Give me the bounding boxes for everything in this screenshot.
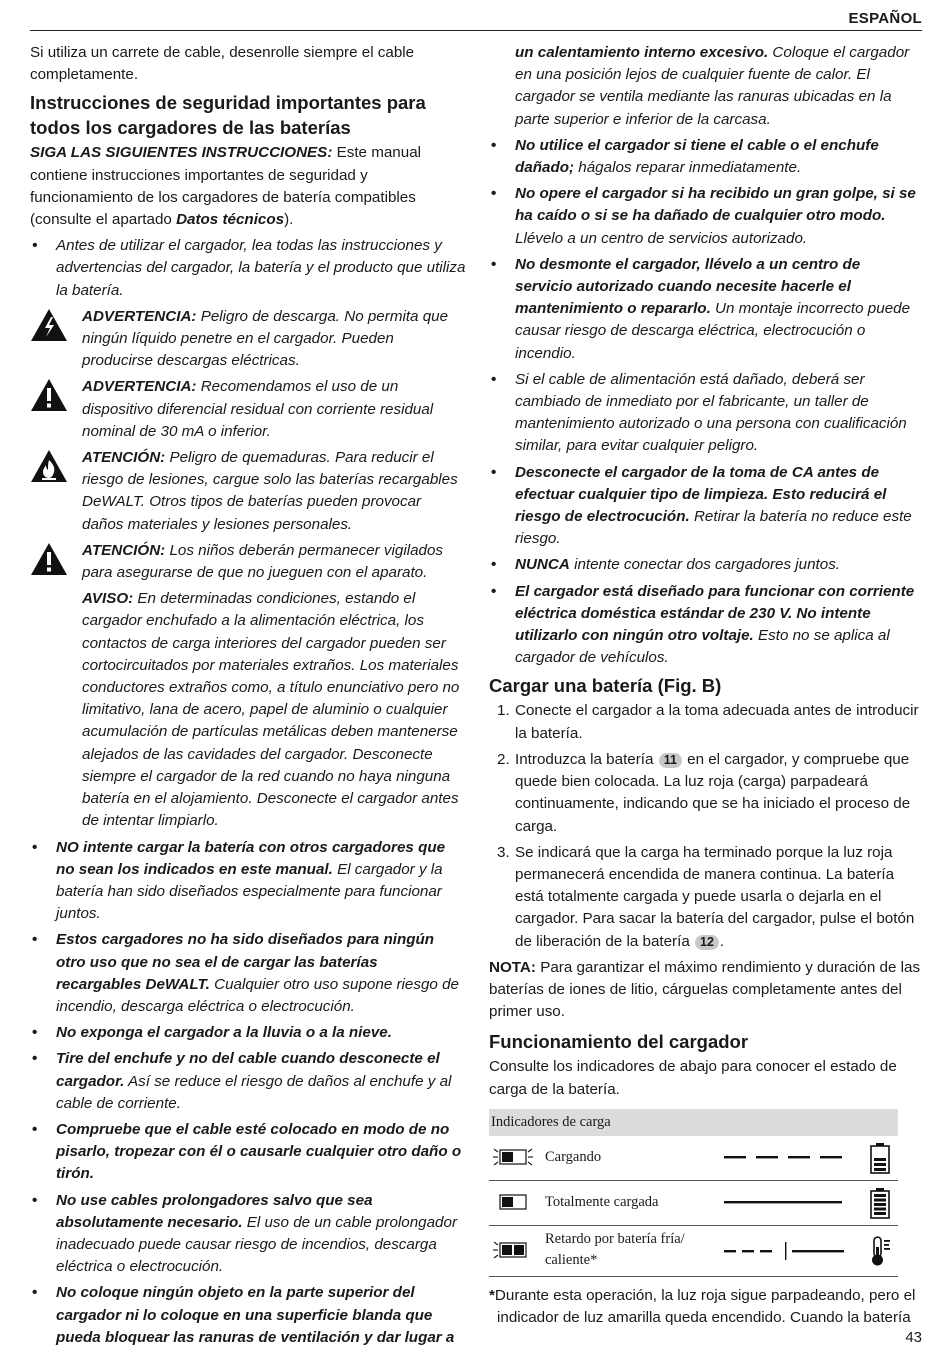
list-item-bold: NO intente cargar la batería con otros cargadores que no sean los indicados en este manual. (56, 838, 446, 878)
list-item-bold: Tire del enchufe y no del cable cuando desconecte el cargador. (56, 1050, 440, 1090)
safety-list-top (30, 235, 466, 302)
caution-text: Peligro de quemaduras. Para reducir el riesgo de lesiones, cargue solo las baterías recargables DeWALT. Otros tipos de baterías pueden provocar daños materiales y lesiones personales. (82, 449, 458, 533)
blinking-signal-icon (719, 1149, 859, 1171)
warning-rcd (30, 376, 466, 443)
list-item-text: intente conectar dos cargadores juntos. (569, 556, 841, 574)
table-row (489, 1181, 898, 1226)
safety-list (30, 837, 466, 1349)
list-item-bold: No use cables prolongadores salvo que sea absolutamente necesario. (56, 1191, 373, 1231)
battery-ref-badge: 11 (659, 753, 682, 768)
list-item-text: Llévelo a un centro de servicios autorizado. (515, 229, 808, 247)
safety-list-right (489, 135, 921, 670)
page-number: 43 (905, 1328, 922, 1346)
header-rule (30, 30, 922, 31)
warning-label: ADVERTENCIA: (82, 378, 197, 396)
delay-signal-icon (719, 1242, 859, 1269)
note-text: Para garantizar el máximo rendimiento y duración de las baterías de iones de litio, cárguelas completamente antes del primer uso. (489, 958, 921, 1021)
table-title: Indicadores de carga (489, 1109, 898, 1136)
list-item (30, 1022, 466, 1044)
battery-charging-icon (869, 1142, 891, 1181)
step-number: 3. (497, 843, 510, 861)
list-item (489, 135, 921, 179)
warning-label: ADVERTENCIA: (82, 307, 197, 325)
list-item-bold: El cargador está diseñado para funcionar con corriente eléctrica doméstica estándar de 230 V. No intente utilizarlo con ningún otro voltaje. (515, 582, 915, 645)
release-button-ref-badge: 12 (695, 935, 719, 950)
charger-operation-text: Consulte los indicadores de abajo para conocer el estado de carga de la batería. (489, 1058, 897, 1098)
thermometer-icon (869, 1235, 895, 1274)
footnote-text: Durante esta operación, la luz roja sigue parpadeando, pero el indicador de luz amarilla queda encendido. Cuando la batería (494, 1286, 916, 1326)
note-label: NOTA: (489, 958, 536, 976)
step-text: en el cargador, y compruebe que quede bien colocada. La luz roja (carga) parpadeará continuamente, indicando que se ha iniciado el proceso de carga. (515, 750, 911, 835)
continued-item (489, 42, 921, 131)
list-item (30, 929, 466, 1018)
exclamation-warning-icon (30, 378, 70, 414)
step-item (489, 700, 921, 744)
status-label: Cargando (545, 1148, 602, 1165)
safety-intro-text: Este manual contiene instrucciones importantes de seguridad y funcionamiento de los cargadores de batería compatibles (consulte el apartado (30, 144, 422, 229)
list-item (30, 1119, 466, 1186)
list-item (489, 554, 921, 576)
step-text: Introduzca la batería (515, 750, 658, 768)
caution-label: ATENCIÓN: (82, 449, 166, 467)
list-item-text: Antes de utilizar el cargador, lea todas las instrucciones y advertencias del cargador, la batería y el producto que utiliza la batería. (56, 237, 466, 299)
list-item (489, 369, 921, 458)
list-item-bold: Estos cargadores no ha sido diseñados para ningún otro uso que no sea el de cargar las baterías recargables DeWALT. (56, 931, 435, 993)
list-item-bold: No coloque ningún objeto en la parte superior del cargador ni lo coloque en una superficie blanda que pueda bloquear las ranuras de ventilación y dar lugar a (56, 1284, 455, 1346)
fire-warning-icon (30, 449, 70, 485)
list-item-text: Esto no se aplica al cargador de vehículos. (515, 627, 890, 667)
status-label: Retardo por batería fría/ caliente* (545, 1230, 685, 1268)
right-column (489, 42, 921, 1333)
language-label: ESPAÑOL (848, 10, 922, 27)
note-paragraph (489, 957, 921, 1024)
list-item-bold: No desmonte el cargador, llévelo a un centro de servicio autorizado cuando necesite hacerle el mantenimiento o repararlo. (515, 255, 861, 318)
warning-text: Recomendamos el uso de un dispositivo diferencial residual con corriente residual nominal de 30 mA o inferior. (82, 378, 434, 440)
safety-intro (30, 142, 466, 231)
warning-shock (30, 306, 466, 373)
step-number: 2. (497, 750, 510, 768)
intro-paragraph: Si utiliza un carrete de cable, desenrolle siempre el cable completamente. (30, 44, 415, 84)
step-item (489, 749, 921, 838)
list-item-bold: No opere el cargador si ha recibido un gran golpe, si se ha caído o si se ha dañado de cualquier otro modo. (515, 185, 916, 225)
follow-instructions-label: SIGA LAS SIGUIENTES INSTRUCCIONES: (30, 144, 333, 162)
list-item-bold: No utilice el cargador si tiene el cable o el enchufe dañado; (515, 136, 879, 177)
warning-burn (30, 447, 466, 536)
technical-data-ref: Datos técnicos (176, 211, 285, 229)
list-item-text: El uso de un cable prolongador inadecuado puede causar riesgo de incendios, descarga eléctrica o electrocución. (56, 1213, 458, 1276)
steady-signal-icon (719, 1194, 859, 1216)
notice-label: AVISO: (82, 590, 134, 608)
list-item-bold: Compruebe que el cable esté colocado en modo de no pisarlo, tropezar con él o causarle cualquier otro daño o tirón. (56, 1120, 462, 1183)
list-item (489, 581, 921, 670)
blinking-led-icon (491, 1144, 535, 1177)
list-item (30, 1190, 466, 1279)
charge-steps (489, 700, 921, 952)
safety-intro-end: ). (284, 211, 294, 229)
notice-text: En determinadas condiciones, estando el cargador enchufado a la alimentación eléctrica, los contactos de carga interiores del cargador pueden ser cortocircuitados por materiales extraños. Los materiales conductores extraños como, a título enunciativo pero no limitativo, lana de acero, papel de aluminio o cualquier acumulación de partículas metálicas deben mantenerse alejados de las cavidades del cargador. Desconecte siempre el cargador de la red cuando no haya ninguna batería en el alojamiento. Desconecte el cargador antes de intentar limpiarlo. (82, 590, 460, 830)
charge-heading: Cargar una batería (Fig. B) (489, 675, 722, 697)
list-item-text: Un montaje incorrecto puede causar riesgo de descarga eléctrica, electrocución o incendio. (515, 300, 911, 362)
safety-heading: Instrucciones de seguridad importantes para todos los cargadores de las baterías (30, 92, 426, 139)
status-label: Totalmente cargada (545, 1193, 659, 1210)
list-item (30, 1048, 466, 1115)
list-item (489, 183, 921, 250)
list-item-bold: NUNCA (515, 556, 570, 574)
footnote (489, 1285, 921, 1329)
list-item (30, 837, 466, 926)
notice-block (30, 588, 466, 832)
charger-operation-heading: Funcionamiento del cargador (489, 1031, 749, 1053)
table-row (489, 1136, 898, 1181)
left-column (30, 42, 466, 1353)
charge-indicator-table (489, 1109, 898, 1277)
list-item-text: hágalos reparar inmediatamente. (574, 159, 802, 177)
step-item (489, 842, 921, 953)
step-text: Conecte el cargador a la toma adecuada antes de introducir la batería. (515, 702, 919, 742)
battery-full-icon (869, 1187, 891, 1226)
list-item-bold: No exponga el cargador a la lluvia o a la nieve. (56, 1024, 392, 1042)
list-item-text: El cargador y la batería han sido diseñados especialmente para funcionar juntos. (56, 860, 443, 923)
step-text: Se indicará que la carga ha terminado porque la luz roja permanecerá encendida de manera continua. La batería está totalmente cargada y puede usarla o dejarla en el cargador. Para sacar la batería del cargador, pulse el botón de liberación de la batería (515, 843, 915, 950)
list-item-text: Coloque el cargador en una posición lejos de cualquier fuente de calor. El cargador se ventila mediante las ranuras ubicadas en la parte superior e inferior de la carcasa. (515, 44, 910, 128)
step-text: . (719, 932, 725, 950)
warning-children (30, 540, 466, 584)
caution-label: ATENCIÓN: (82, 541, 166, 559)
step-number: 1. (497, 702, 510, 720)
list-item-text: Si el cable de alimentación está dañado, deberá ser cambiado de inmediato por el fabricante, un taller de mantenimiento autorizado o una persona con cualificación similar, para evitar cualquier peligro. (515, 370, 907, 455)
electric-shock-warning-icon (30, 308, 70, 344)
exclamation-warning-icon (30, 542, 70, 578)
list-item (489, 462, 921, 551)
list-item (30, 1282, 466, 1349)
list-item-text: Retirar la batería no reduce este riesgo. (515, 508, 912, 548)
blinking-dual-led-icon (491, 1237, 535, 1270)
list-item (30, 235, 466, 302)
warning-text: Peligro de descarga. No permita que ningún líquido penetre en el cargador. Pueden producirse descargas eléctricas. (82, 307, 449, 370)
list-item-text: Cualquier otro uso supone riesgo de incendio, descarga eléctrica o electrocución. (56, 975, 459, 1015)
footnote-marker: * (489, 1286, 495, 1304)
list-item (489, 254, 921, 365)
list-item-bold: Desconecte el cargador de la toma de CA antes de efectuar cualquier tipo de limpieza. Esto reducirá el riesgo de electrocución. (515, 463, 887, 526)
list-item-text: Así se reduce el riesgo de daños al enchufe y al cable de corriente. (56, 1072, 452, 1112)
table-row (489, 1226, 898, 1277)
steady-led-icon (491, 1189, 535, 1222)
list-item-bold: un calentamiento interno excesivo. (515, 44, 769, 61)
caution-text: Los niños deberán permanecer vigilados para asegurarse de que no jueguen con el aparato. (82, 541, 444, 582)
